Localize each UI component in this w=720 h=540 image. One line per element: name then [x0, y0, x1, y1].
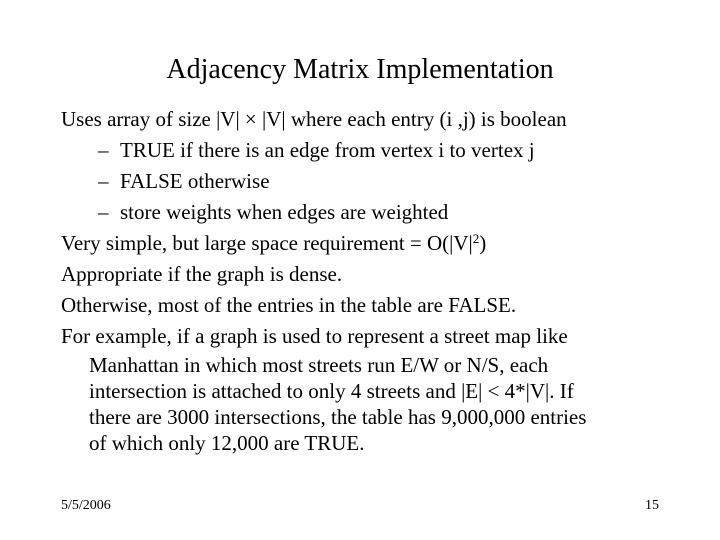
sub-bullet-text: store weights when edges are weighted [120, 200, 449, 224]
footer-date: 5/5/2006 [61, 498, 111, 513]
bullet-otherwise: Otherwise, most of the entries in the table are FALSE. [61, 293, 517, 317]
example-line: of which only 12,000 are TRUE. [89, 431, 365, 455]
exponent: 2 [472, 231, 480, 246]
example-line: For example, if a graph is used to represent a street map like [61, 324, 568, 348]
sub-bullet-text: TRUE if there is an edge from vertex i to vertex j [120, 138, 535, 162]
example-line: Manhattan in which most streets run E/W or N/S, each [89, 353, 549, 377]
example-line: there are 3000 intersections, the table has 9,000,000 entries [89, 405, 587, 429]
slide-title: Adjacency Matrix Implementation [166, 54, 554, 85]
bullet-space-requirement [61, 228, 701, 259]
bullet-dense: Appropriate if the graph is dense. [61, 262, 343, 286]
sub-bullet-true [61, 135, 701, 166]
example-line: intersection is attached to only 4 streets and |E| < 4*|V|. If [89, 379, 574, 403]
page-number: 15 [645, 498, 659, 513]
sub-bullet-false [61, 166, 701, 197]
space-text-close: ) [479, 231, 487, 255]
dash-bullet: – [98, 138, 109, 162]
sub-bullet-text: FALSE otherwise [120, 169, 270, 193]
bullet-example [61, 321, 701, 456]
dash-bullet: – [98, 169, 109, 193]
sub-bullet-weights [61, 197, 701, 228]
space-text: Very simple, but large space requirement = O(|V| [61, 231, 473, 255]
bullet-array-size: Uses array of size |V| × |V| where each entry (i ,j) is boolean [61, 107, 567, 131]
dash-bullet: – [98, 200, 109, 224]
slide-body [61, 104, 701, 456]
